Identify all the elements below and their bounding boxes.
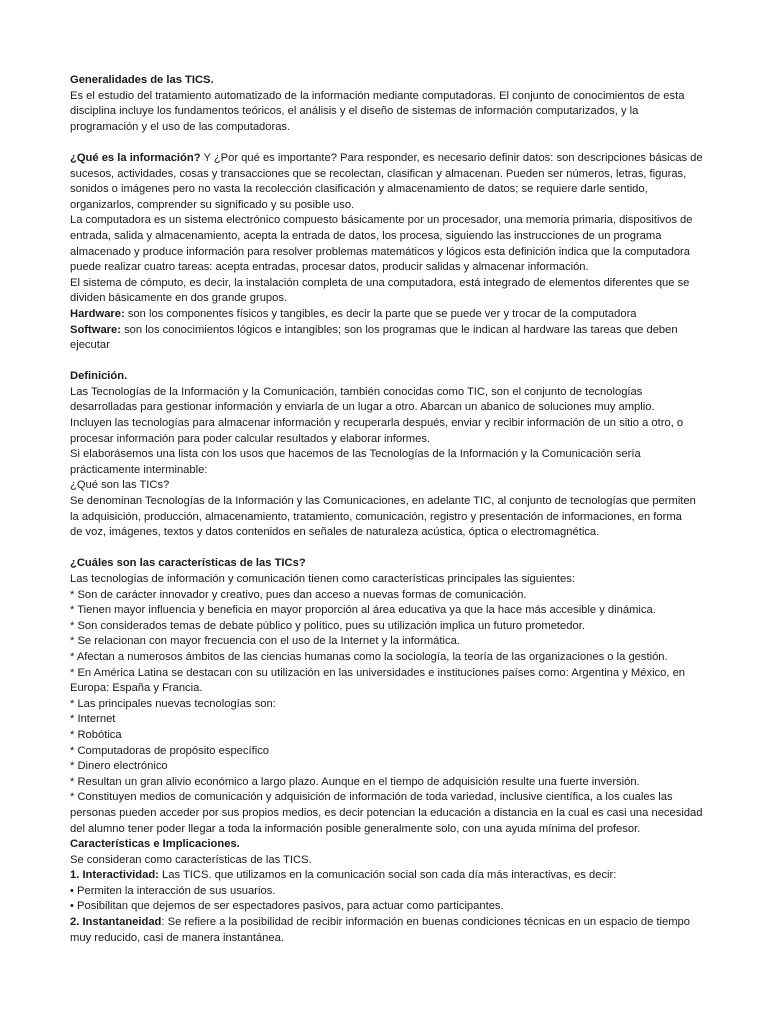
- inline-text: son los componentes físicos y tangibles, es decir la parte que se puede ver y trocar de la computadora: [124, 307, 637, 320]
- list-item: * Internet: [70, 713, 116, 726]
- text-line: entrada, salida y almacenamiento, acepta la entrada de datos, los procesa, siguiendo las instrucciones de un programa: [70, 229, 662, 242]
- list-item: * Se relacionan con mayor frecuencia con el uso de la Internet y la informática.: [70, 635, 460, 648]
- text-line: disciplina incluye los fundamentos teóricos, el análisis y el diseño de sistemas de información computarizados, y la: [70, 105, 639, 118]
- text-line: del alumno tener poder llegar a toda la información posible generalmente solo, con una ayuda mínima del profesor.: [70, 822, 641, 835]
- list-item: * Resultan un gran alivio económico a largo plazo. Aunque en el tiempo de adquisición resulte una fuerte inversión.: [70, 775, 640, 788]
- text-line: Las tecnologías de información y comunicación tienen como características principales las siguientes:: [70, 573, 575, 585]
- paragraph-gap: [70, 135, 720, 151]
- list-item: * Dinero electrónico: [70, 760, 168, 773]
- bullet-item: • Posibilitan que dejemos de ser espectadores pasivos, para actuar como participantes.: [70, 900, 504, 913]
- text-line: la adquisición, producción, almacenamiento, tratamiento, comunicación, registro y presentación de informaciones, en forma: [70, 510, 682, 523]
- text-line: puede realizar cuatro tareas: acepta entradas, procesar datos, producir salidas y almacenar información.: [70, 261, 589, 274]
- list-item: * Afectan a numerosos ámbitos de las ciencias humanas como la sociología, la teoría de las organizaciones o la gestión.: [70, 650, 668, 663]
- inline-text: son los conocimientos lógicos e intangibles; son los programas que le indican al hardware las tareas que deben: [120, 323, 678, 336]
- text-line: de voz, imágenes, textos y datos contenidos en señales de naturaleza acústica, óptica o electromagnética.: [70, 526, 600, 539]
- text-line: Es el estudio del tratamiento automatizado de la información mediante computadoras. El conjunto de conocimientos de esta: [70, 89, 685, 102]
- text-line: almacenado y produce información para resolver problemas matemáticos y lógicos esta definición indica que la computadora: [70, 245, 690, 258]
- text-line: muy reducido, casi de manera instantánea.: [70, 931, 284, 944]
- inline-text: : Se refiere a la posibilidad de recibir información en buenas condiciones técnicas en un espacio de tiempo: [161, 916, 691, 929]
- text-line: dividen básicamente en dos grande grupos.: [70, 292, 288, 305]
- text-line: Incluyen las tecnologías para almacenar información y recuperarla después, enviar y recibir información de un sitio a otro, o: [70, 417, 684, 430]
- section-title-definicion: Definición.: [70, 370, 128, 383]
- inline-text: Las TICS. que utilizamos en la comunicación social son cada día más interactivas, es decir:: [158, 869, 617, 882]
- text-line: [70, 307, 720, 323]
- list-item: * Constituyen medios de comunicación y adquisición de información de toda variedad, inclusive científica, a los cuales las: [70, 791, 673, 804]
- paragraph-gap: [70, 354, 720, 370]
- inline-text: Y ¿Por qué es importante? Para responder, es necesario definir datos: son descripciones básicas de: [200, 151, 703, 164]
- list-item: * Son considerados temas de debate público y político, pues su utilización implica un futuro prometedor.: [70, 619, 585, 632]
- hardware-label: Hardware:: [70, 307, 125, 320]
- list-item: * En América Latina se destacan con su utilización en las universidades e instituciones países como: Argentina y México, en: [70, 666, 686, 679]
- text-line: ejecutar: [70, 339, 110, 352]
- paragraph-gap: [70, 541, 720, 557]
- software-label: Software:: [70, 323, 121, 336]
- text-line: desarrolladas para gestionar información y enviarla de un lugar a otro. Abarcan un abanico de soluciones muy amplio.: [70, 401, 655, 414]
- text-line: Las Tecnologías de la Información y la Comunicación, también conocidas como TIC, son el conjunto de tecnologías: [70, 385, 643, 398]
- text-line: [70, 151, 720, 167]
- text-line: [70, 868, 720, 884]
- text-line: programación y el uso de las computadoras.: [70, 120, 291, 133]
- section-heading-informacion: ¿Qué es la información?: [70, 151, 201, 164]
- list-item: * Computadoras de propósito específico: [70, 744, 270, 757]
- text-line: Se consideran como características de las TICS.: [70, 853, 312, 866]
- bullet-item: • Permiten la interacción de sus usuarios.: [70, 884, 276, 897]
- list-item: * Son de carácter innovador y creativo, pues dan acceso a nuevas formas de comunicación.: [70, 588, 527, 601]
- text-line: procesar información para poder calcular resultados y elaborar informes.: [70, 432, 431, 445]
- text-line: personas pueden acceder por sus propios medios, es decir potencian la educación a distancia en la cual es casi una necesidad: [70, 806, 703, 819]
- text-line: La computadora es un sistema electrónico compuesto básicamente por un procesador, una memoria primaria, dispositivos de: [70, 214, 693, 227]
- text-line: [70, 323, 720, 339]
- text-line: sonidos o imágenes pero no vasta la recolección clasificación y almacenamiento de datos; se requiere darle sentido,: [70, 183, 648, 196]
- text-line: Si elaborásemos una lista con los usos que hacemos de las Tecnologías de la Información y la Comunicación sería: [70, 448, 641, 461]
- section-title-implicaciones: Características e Implicaciones.: [70, 838, 240, 851]
- section-title-caracteristicas: ¿Cuáles son las características de las TICs?: [70, 557, 306, 570]
- text-line: prácticamente interminable:: [70, 463, 208, 476]
- text-line: organizarlos, comprender su significado y su posible uso.: [70, 198, 355, 211]
- text-line: Se denominan Tecnologías de la Información y las Comunicaciones, en adelante TIC, al conjunto de tecnologías que permiten: [70, 495, 696, 508]
- interactividad-label: 1. Interactividad:: [70, 869, 159, 882]
- document-page: [70, 73, 720, 946]
- text-line: Europa: España y Francia.: [70, 682, 203, 695]
- text-line: ¿Qué son las TICs?: [70, 479, 170, 492]
- text-line: El sistema de cómputo, es decir, la instalación completa de una computadora, está integrado de elementos diferentes que se: [70, 276, 690, 289]
- section-title-generalidades: Generalidades de las TICS.: [70, 74, 214, 86]
- list-item: * Las principales nuevas tecnologías son:: [70, 697, 276, 710]
- list-item: * Tienen mayor influencia y beneficia en mayor proporción al área educativa ya que la hace más accesible y dinámica.: [70, 604, 656, 617]
- instantaneidad-label: 2. Instantaneidad: [70, 916, 162, 929]
- text-line: [70, 915, 720, 931]
- text-line: sucesos, actividades, cosas y transacciones que se recolectan, clasifican y almacenan. Pueden ser números, letras, figuras,: [70, 167, 687, 180]
- list-item: * Robótica: [70, 728, 122, 741]
